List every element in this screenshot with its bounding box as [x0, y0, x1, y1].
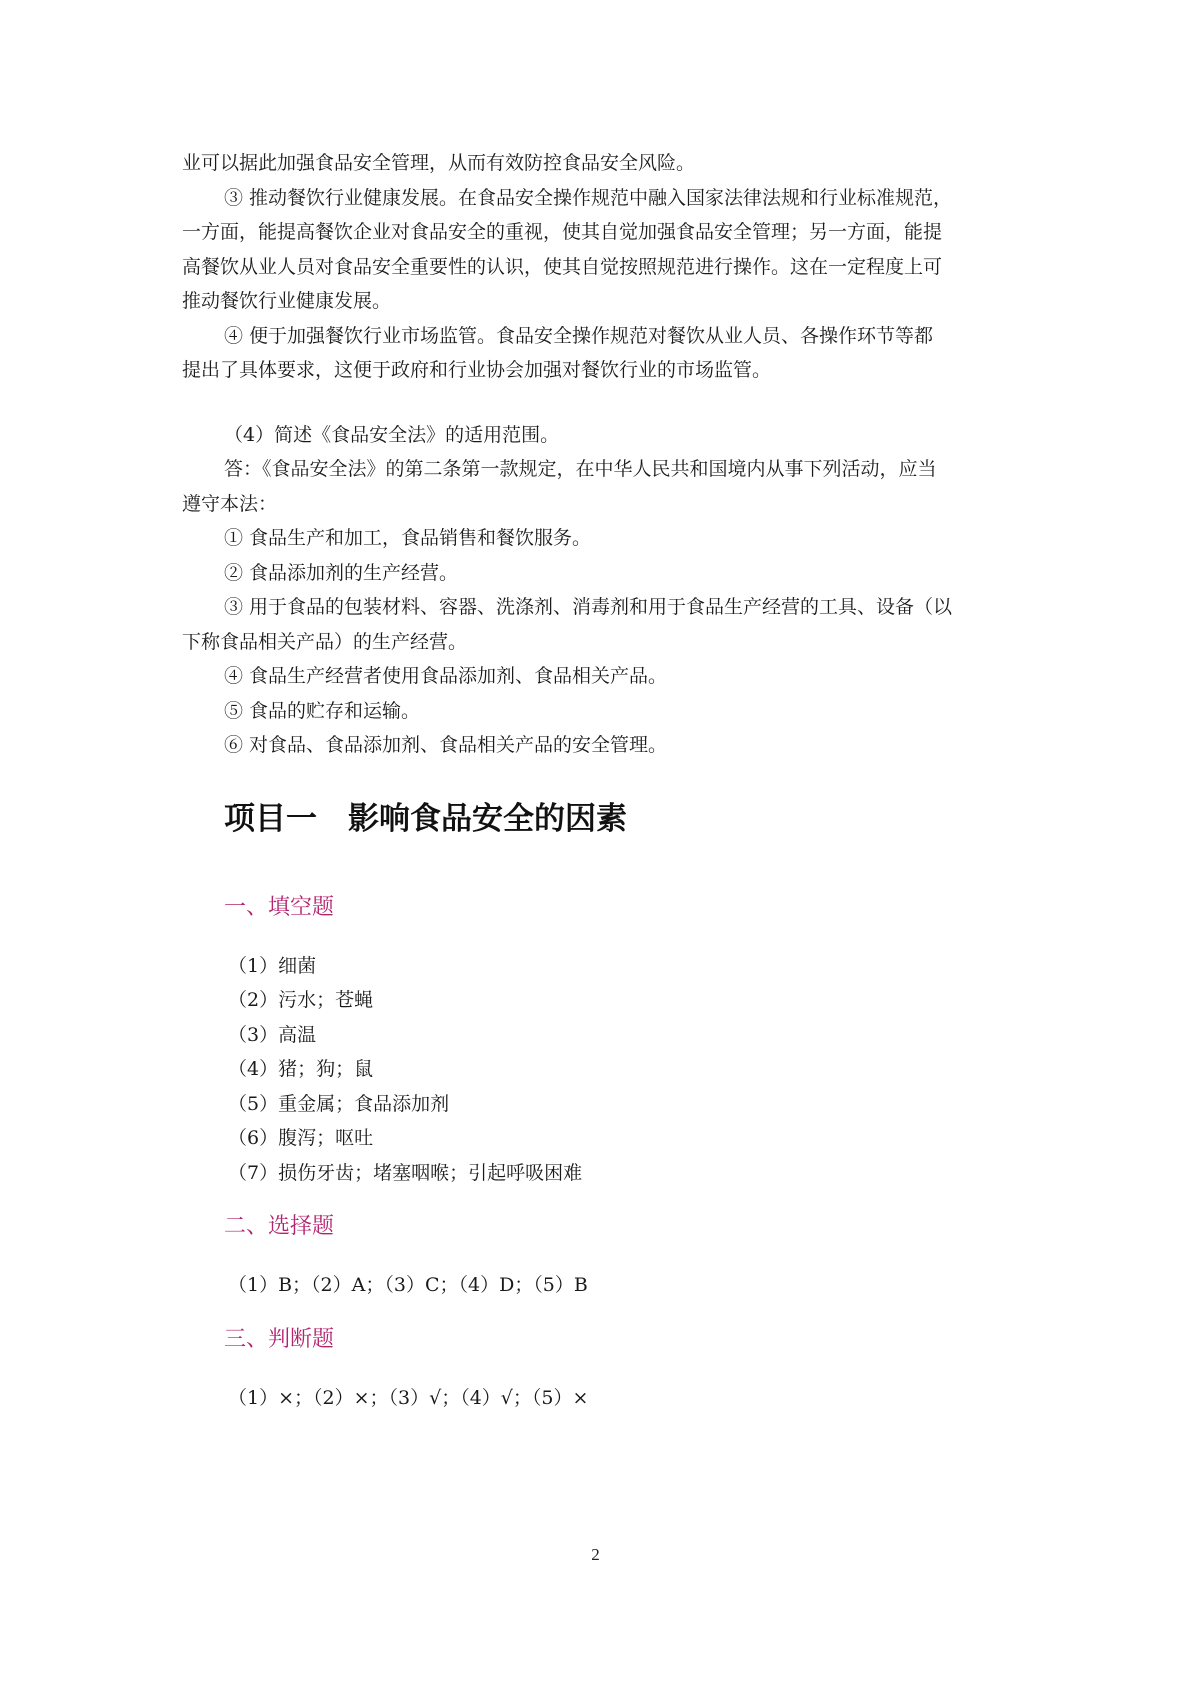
fill-blank-answer: （7）损伤牙齿；堵塞咽喉；引起呼吸困难	[228, 1161, 583, 1184]
fill-blank-answer: （1）细菌	[228, 954, 317, 977]
true-false-heading: 三、判断题	[224, 1326, 335, 1352]
multiple-choice-heading: 二、选择题	[224, 1214, 335, 1239]
spacer	[182, 1303, 1020, 1325]
spacer	[182, 1190, 1020, 1212]
fill-blank-answer: （4）猪；狗；鼠	[228, 1058, 374, 1080]
item3-paragraph-line: 一方面，能提高餐饮企业对食品安全的重视，使其自觉加强食品安全管理；另一方面，能提	[182, 221, 943, 243]
scope-item: ④ 食品生产经营者使用食品添加剂、食品相关产品。	[224, 665, 668, 687]
question4-answer-line: 遵守本法：	[182, 492, 278, 515]
spacer	[182, 388, 1020, 418]
page-number: 2	[591, 1545, 600, 1564]
intro-line: 业可以据此加强食品安全管理，从而有效防控食品安全风险。	[182, 152, 696, 174]
fill-blank-answer: （6）腹泻；呕吐	[228, 1127, 374, 1149]
item3-paragraph-line: 高餐饮从业人员对食品安全重要性的认识，使其自觉按照规范进行操作。这在一定程度上可	[182, 255, 943, 278]
project-title: 项目一 影响食品安全的因素	[224, 800, 627, 837]
fill-blank-answer: （3）高温	[228, 1023, 317, 1046]
item4-paragraph-line: ④ 便于加强餐饮行业市场监管。食品安全操作规范对餐饮从业人员、各操作环节等都	[224, 324, 934, 347]
true-false-answer-line: （1）×；（2）×；（3）√；（4）√；（5）×	[228, 1386, 589, 1409]
scope-item: ③ 用于食品的包装材料、容器、洗涤剂、消毒剂和用于食品生产经营的工具、设备（以	[224, 596, 953, 618]
multiple-choice-answers	[182, 1268, 1020, 1303]
item3-paragraph-line: 推动餐饮行业健康发展。	[182, 290, 392, 312]
scope-item: ① 食品生产和加工，食品销售和餐饮服务。	[224, 527, 592, 549]
fill-blank-heading: 一、填空题	[224, 894, 335, 920]
scope-item: ⑤ 食品的贮存和运输。	[224, 699, 421, 722]
question4-answer-line: 答：《食品安全法》的第二条第一款规定，在中华人民共和国境内从事下列活动，应当	[224, 458, 937, 480]
item4-paragraph-line: 提出了具体要求，这便于政府和行业协会加强对餐饮行业的市场监管。	[182, 359, 772, 381]
fill-blank-answer: （2）污水；苍蝇	[228, 989, 374, 1011]
fill-blank-answers	[182, 949, 1020, 1191]
fill-blank-answer: （5）重金属；食品添加剂	[228, 1092, 450, 1115]
multiple-choice-answer-line: （1）B；（2）A；（3）C；（4）D；（5）B	[228, 1274, 588, 1296]
item3-paragraph-line: ③ 推动餐饮行业健康发展。在食品安全操作规范中融入国家法律法规和行业标准规范，	[224, 186, 953, 209]
scope-item-continuation: 下称食品相关产品）的生产经营。	[182, 630, 468, 653]
true-false-answers	[182, 1381, 1020, 1416]
scope-item: ⑥ 对食品、食品添加剂、食品相关产品的安全管理。	[224, 734, 668, 756]
document-page	[182, 146, 1020, 1415]
question4-title: （4）简述《食品安全法》的适用范围。	[224, 423, 560, 446]
scope-item: ② 食品添加剂的生产经营。	[224, 561, 459, 584]
